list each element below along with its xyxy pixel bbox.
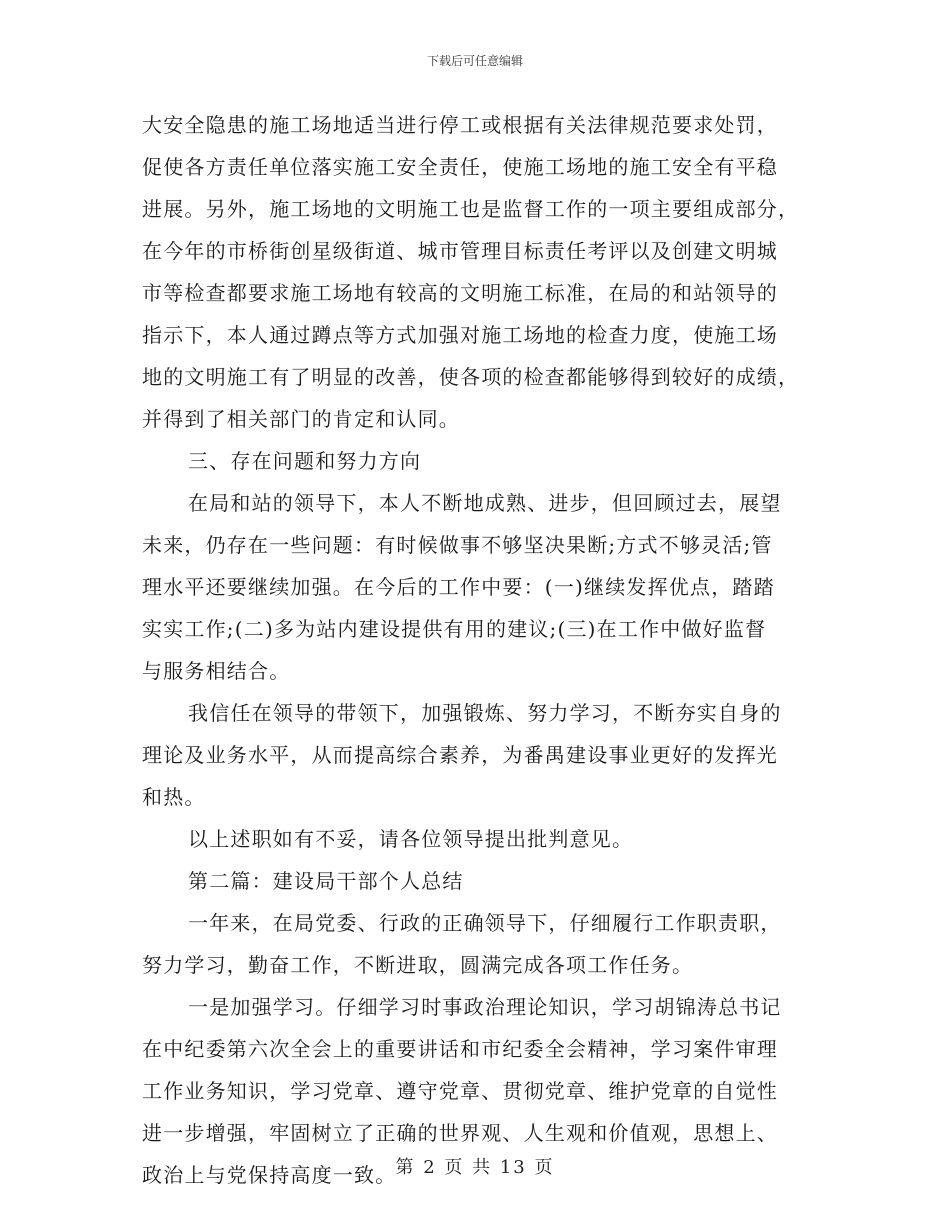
page-header: 下载后可任意编辑 (426, 54, 523, 68)
text-line: 实实工作;(二)多为站内建设提供有用的建议;(三)在工作中做好监督 (142, 617, 767, 641)
text-line: 和热。 (142, 785, 206, 809)
text-line: 理论及业务水平，从而提高综合素养，为番禺建设事业更好的发挥光 (142, 743, 778, 767)
text-line: 未来，仍存在一些问题：有时候做事不够坚决果断;方式不够灵活;管 (142, 533, 773, 557)
text-line: 理水平还要继续加强。在今后的工作中要：(一)继续发挥优点，踏踏 (142, 575, 775, 599)
text-line: 市等检查都要求施工场地有较高的文明施工标准，在局的和站领导的 (142, 281, 778, 305)
text-line: 并得到了相关部门的肯定和认同。 (142, 407, 460, 431)
text-line: 大安全隐患的施工场地适当进行停工或根据有关法律规范要求处罚， (142, 113, 778, 137)
text-line: 一是加强学习。仔细学习时事政治理论知识，学习胡锦涛总书记 (188, 995, 782, 1019)
text-line: 我信任在领导的带领下，加强锻炼、努力学习，不断夯实自身的 (188, 701, 782, 725)
text-line: 进一步增强，牢固树立了正确的世界观、人生观和价值观，思想上、 (142, 1121, 778, 1145)
text-line: 进展。另外，施工场地的文明施工也是监督工作的一项主要组成部分， (142, 197, 800, 221)
text-line: 政治上与党保持高度一致。 (142, 1163, 397, 1187)
section-heading: 三、存在问题和努力方向 (188, 449, 422, 473)
text-line: 地的文明施工有了明显的改善，使各项的检查都能够得到较好的成绩， (142, 365, 800, 389)
text-line: 指示下，本人通过蹲点等方式加强对施工场地的检查力度，使施工场 (142, 323, 778, 347)
page-footer: 第 2 页 共 13 页 (395, 1157, 555, 1178)
text-line: 与服务相结合。 (142, 659, 291, 683)
text-line: 在今年的市桥街创星级街道、城市管理目标责任考评以及创建文明城 (142, 239, 778, 263)
text-line: 一年来，在局党委、行政的正确领导下，仔细履行工作职责职， (188, 911, 782, 935)
text-line: 在中纪委第六次全会上的重要讲话和市纪委全会精神，学习案件审理 (142, 1037, 778, 1061)
text-line: 促使各方责任单位落实施工安全责任，使施工场地的施工安全有平稳 (142, 155, 778, 179)
section-heading: 第二篇：建设局干部个人总结 (188, 869, 464, 893)
text-line: 工作业务知识，学习党章、遵守党章、贯彻党章、维护党章的自觉性 (142, 1079, 778, 1103)
text-line: 以上述职如有不妥，请各位领导提出批判意见。 (188, 827, 634, 851)
document-body (142, 104, 810, 1196)
text-line: 在局和站的领导下，本人不断地成熟、进步，但回顾过去，展望 (188, 491, 782, 515)
text-line: 努力学习，勤奋工作，不断进取，圆满完成各项工作任务。 (142, 953, 694, 977)
